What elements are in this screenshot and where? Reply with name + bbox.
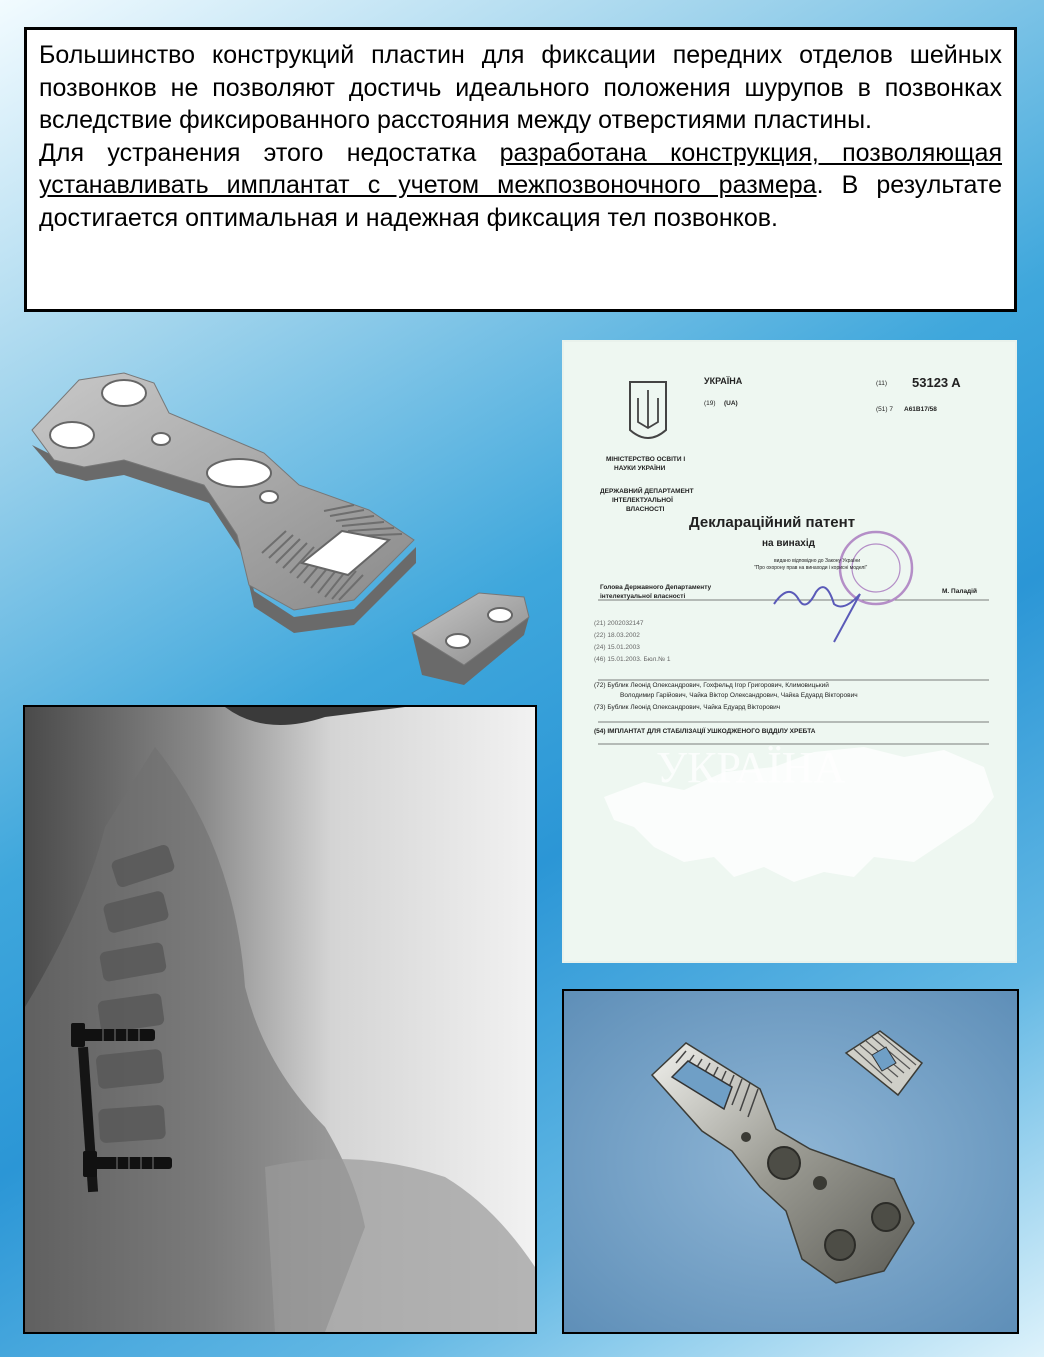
patent-number: 53123 A bbox=[912, 375, 961, 390]
patent-country: УКРАЇНА bbox=[704, 376, 743, 386]
paragraph-2-start: Для устранения этого недостатка bbox=[39, 138, 500, 167]
patent-certificate-image bbox=[562, 340, 1017, 963]
patent-ministry-1: МІНІСТЕРСТВО ОСВІТИ І bbox=[606, 456, 686, 463]
patent-field-73: (73) Бублик Леонід Олександрович, Чайка Едуард Вікторович bbox=[594, 704, 781, 711]
patent-head-name: М. Паладій bbox=[942, 588, 977, 595]
plate-3d-model-image bbox=[24, 335, 554, 695]
patent-dept-1: ДЕРЖАВНИЙ ДЕПАРТАМЕНТ bbox=[600, 488, 694, 495]
patent-ministry-2: НАУКИ УКРАЇНИ bbox=[614, 465, 666, 472]
patent-code11: (11) bbox=[876, 380, 888, 387]
patent-issued-2: "Про охорону прав на винаходи і корисні моделі" bbox=[754, 565, 868, 571]
paragraph-2-underlined: разработана конструкция, позволяющая устанавливать имплантат с учетом межпозвоночного размера bbox=[39, 138, 1003, 200]
implant-photo-image bbox=[562, 989, 1019, 1334]
patent-head-2: інтелектуальної власності bbox=[600, 593, 686, 600]
patent-issued-1: видано відповідно до Закону України bbox=[774, 558, 861, 564]
xray-image bbox=[23, 705, 537, 1334]
patent-title: Деклараційний патент bbox=[689, 514, 856, 531]
patent-field-72b: Володимир Гарійович, Чайка Віктор Олександрович, Чайка Едуард Вікторович bbox=[620, 692, 858, 699]
patent-dept-3: ВЛАСНОСТІ bbox=[626, 506, 665, 513]
paragraph-2-end: . В результате достигается оптимальная и надежная фиксация тел позвонков. bbox=[39, 171, 1002, 232]
patent-watermark: УКРАЇНА bbox=[656, 743, 846, 792]
patent-field-46: (46) 15.01.2003. Бюл.№ 1 bbox=[594, 656, 671, 663]
patent-code-ua: (UA) bbox=[724, 400, 738, 407]
description-text-box bbox=[24, 27, 1017, 312]
patent-field-24: (24) 15.01.2003 bbox=[594, 644, 640, 651]
paragraph-2 bbox=[39, 137, 1002, 235]
patent-field-22: (22) 18.03.2002 bbox=[594, 632, 640, 639]
patent-field-72a: (72) Бублик Леонід Олександрович, Гохфельд Ігор Григорович, Климовицький bbox=[594, 682, 829, 689]
patent-field-54: (54) ІМПЛАНТАТ ДЛЯ СТАБІЛІЗАЦІЇ УШКОДЖЕНОГО ВІДДІЛУ ХРЕБТА bbox=[594, 728, 816, 735]
patent-field-21: (21) 2002032147 bbox=[594, 620, 644, 627]
patent-ipc: A61B17/58 bbox=[904, 406, 937, 413]
patent-dept-2: ІНТЕЛЕКТУАЛЬНОЇ bbox=[612, 497, 673, 504]
patent-code19: (19) bbox=[704, 400, 716, 407]
patent-subtitle: на винахід bbox=[762, 538, 815, 549]
paragraph-1: Большинство конструкций пластин для фиксации передних отделов шейных позвонков не позволяют достичь идеального положения шурупов в позвонках вследствие фиксированного расстояния между отверстиями пластины. bbox=[39, 41, 1002, 135]
patent-code51: (51) 7 bbox=[876, 406, 893, 413]
patent-head-1: Голова Державного Департаменту bbox=[600, 584, 712, 591]
